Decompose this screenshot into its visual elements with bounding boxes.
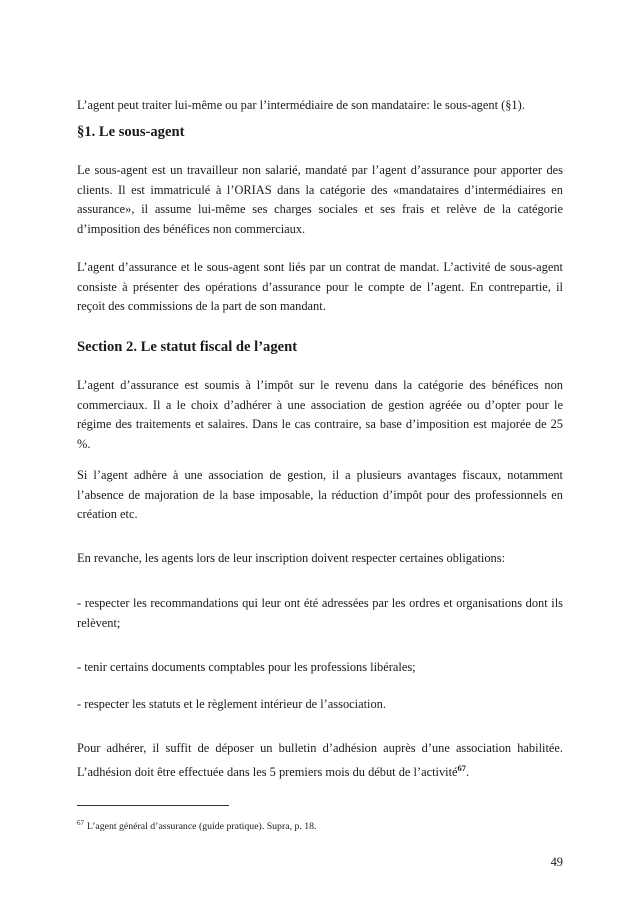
paragraph-contrat-mandat: L’agent d’assurance et le sous-agent sont liés par un contrat de mandat. L’activité de sous-agent consiste à présenter des opérations d’assurance pour le compte de l’agent. En contrepartie, il reçoit des commissions de la part de son mandant. bbox=[77, 260, 563, 313]
paragraph-adhesion-text: Pour adhérer, il suffit de déposer un bulletin d’adhésion auprès d’une association habilitée. L’adhésion doit être effectuée dans les 5 premiers mois du début de l’activité bbox=[77, 741, 563, 779]
footnote-number: 67 bbox=[77, 819, 84, 827]
paragraph-adhesion bbox=[77, 739, 563, 782]
paragraph-impot-revenu: L’agent d’assurance est soumis à l’impôt sur le revenu dans la catégorie des bénéfices non commerciaux. Il a le choix d’adhérer à une association de gestion agréée ou d’opter pour le régime des traitements et salaires. Dans le cas contraire, sa base d’imposition est majorée de 25 %. bbox=[77, 378, 563, 451]
footnote-separator bbox=[77, 805, 229, 806]
list-item: - respecter les recommandations qui leur ont été adressées par les ordres et organisations dont ils relèvent; bbox=[77, 596, 563, 630]
page-number: 49 bbox=[550, 855, 563, 869]
paragraph-association-gestion: Si l’agent adhère à une association de gestion, il a plusieurs avantages fiscaux, notamment l’absence de majoration de la base imposable, la réduction d’impôt pour des professionnels en création etc. bbox=[77, 468, 563, 521]
paragraph-adhesion-end: . bbox=[466, 764, 470, 779]
paragraph-sous-agent-definition: Le sous-agent est un travailleur non salarié, mandaté par l’agent d’assurance pour apporter des clients. Il est immatriculé à l’ORIAS dans la catégorie des «mandataires d’intermédiaires en assurance», il assume lui-même ses charges sociales et ses frais et relève de la catégorie d’imposition des bénéfices non commerciaux. bbox=[77, 163, 563, 236]
footnote bbox=[77, 816, 563, 834]
list-item: - tenir certains documents comptables pour les professions libérales; bbox=[77, 660, 416, 674]
intro-paragraph: L’agent peut traiter lui-même ou par l’intermédiaire de son mandataire: le sous-agent (§1). bbox=[77, 98, 525, 112]
section-heading-statut-fiscal: Section 2. Le statut fiscal de l’agent bbox=[77, 339, 298, 355]
footnote-reference[interactable]: 67 bbox=[457, 762, 467, 773]
list-item: - respecter les statuts et le règlement intérieur de l’association. bbox=[77, 697, 386, 711]
paragraph-obligations: En revanche, les agents lors de leur inscription doivent respecter certaines obligations: bbox=[77, 551, 506, 565]
footnote-text: L’agent général d’assurance (guide pratique). Supra, p. 18. bbox=[87, 821, 317, 832]
section-heading-sous-agent: §1. Le sous-agent bbox=[77, 124, 185, 140]
